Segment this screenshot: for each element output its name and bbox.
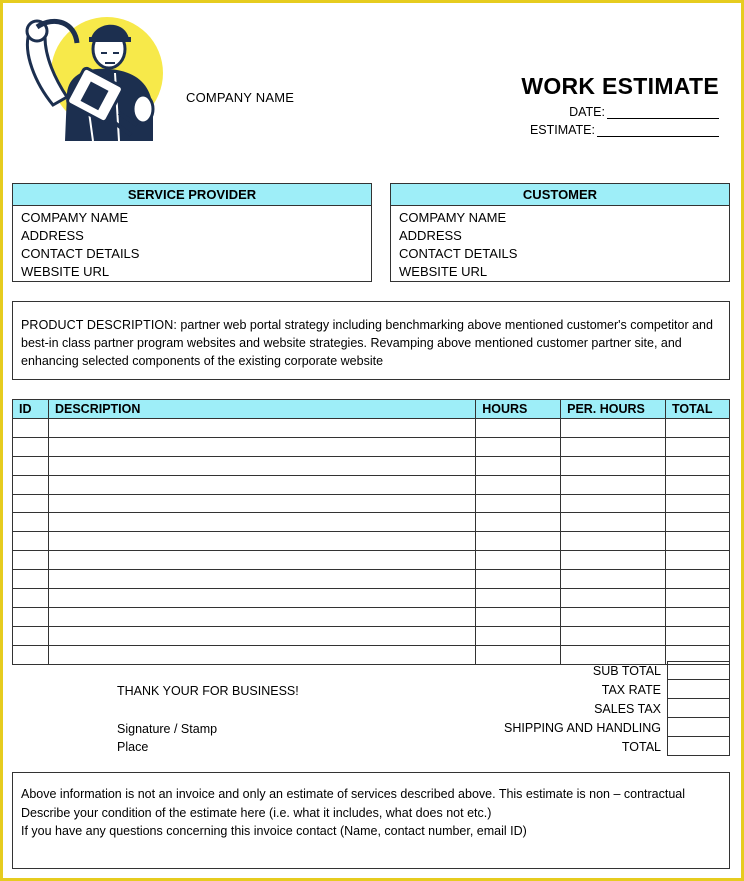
hours-cell[interactable] [476,626,561,645]
table-row [13,494,730,513]
id-cell[interactable] [13,570,49,589]
description-cell[interactable] [48,513,475,532]
table-header-row [13,400,730,419]
id-cell[interactable] [13,437,49,456]
description-cell[interactable] [48,551,475,570]
table-row [13,551,730,570]
total-cell[interactable] [665,419,729,438]
per-hours-cell[interactable] [561,475,666,494]
per-hours-cell[interactable] [561,532,666,551]
per-hours-cell[interactable] [561,456,666,475]
table-row [13,626,730,645]
document-title: WORK ESTIMATE [521,73,719,99]
id-cell[interactable] [13,589,49,608]
provider-website-url: WEBSITE URL [21,264,110,279]
table-row [13,532,730,551]
tax-rate-label: TAX RATE [601,682,661,697]
description-cell[interactable] [48,626,475,645]
sales-tax-label: SALES TAX [594,701,661,716]
customer-company-name: COMPAMY NAME [399,210,507,225]
col-total-header: TOTAL [665,400,729,419]
per-hours-cell[interactable] [561,513,666,532]
col-hours-header: HOURS [476,400,561,419]
provider-address: ADDRESS [21,228,84,243]
hours-cell[interactable] [476,437,561,456]
description-cell[interactable] [48,494,475,513]
hours-cell[interactable] [476,494,561,513]
table-row [13,589,730,608]
id-cell[interactable] [13,456,49,475]
col-description-header: DESCRIPTION [48,400,475,419]
description-cell[interactable] [48,437,475,456]
estimate-line[interactable] [597,125,719,137]
provider-contact-details: CONTACT DETAILS [21,246,140,261]
per-hours-cell[interactable] [561,437,666,456]
id-cell[interactable] [13,551,49,570]
total-cell[interactable] [665,626,729,645]
total-cell[interactable] [665,456,729,475]
description-cell[interactable] [48,607,475,626]
id-cell[interactable] [13,645,49,664]
per-hours-cell[interactable] [561,570,666,589]
total-cell[interactable] [665,475,729,494]
total-cell[interactable] [665,607,729,626]
table-row [13,570,730,589]
service-provider-box [12,183,372,282]
table-row [13,607,730,626]
description-cell[interactable] [48,589,475,608]
note-line: Describe your condition of the estimate here (i.e. what it includes, what does not etc.) [21,805,492,820]
customer-contact-details: CONTACT DETAILS [399,246,518,261]
hours-cell[interactable] [476,607,561,626]
id-cell[interactable] [13,532,49,551]
col-id-header: ID [13,400,49,419]
hours-cell[interactable] [476,419,561,438]
place-label: Place [117,740,149,754]
hours-cell[interactable] [476,456,561,475]
signature-label: Signature / Stamp [117,722,218,736]
subtotal-value-cell[interactable] [667,661,730,680]
total-label: TOTAL [621,739,661,754]
table-row [13,475,730,494]
subtotal-row [593,661,730,680]
estimate-field[interactable] [530,123,719,137]
product-description-text: partner web portal strategy including benchmarking above mentioned customer's competitor and best-in class partner program websites and website strategies. Revamping above mentioned customer partner site, and enhancing selected components of the existing corporate website [21,318,713,368]
provider-company-name: COMPAMY NAME [21,210,129,225]
col-per-hours-header: PER. HOURS [561,400,666,419]
id-cell[interactable] [13,513,49,532]
tax-rate-value-cell[interactable] [667,680,730,699]
customer-box [390,183,730,282]
table-row [13,456,730,475]
total-cell[interactable] [665,513,729,532]
hours-cell[interactable] [476,513,561,532]
shipping-label: SHIPPING AND HANDLING [504,720,661,735]
id-cell[interactable] [13,419,49,438]
shipping-value-cell[interactable] [667,718,730,737]
customer-website-url: WEBSITE URL [399,264,488,279]
hours-cell[interactable] [476,645,561,664]
description-cell[interactable] [48,645,475,664]
per-hours-cell[interactable] [561,419,666,438]
per-hours-cell[interactable] [561,494,666,513]
customer-heading: CUSTOMER [391,184,729,206]
description-cell[interactable] [48,419,475,438]
date-line[interactable] [607,107,719,119]
shipping-row [504,718,730,737]
id-cell[interactable] [13,475,49,494]
table-row [13,419,730,438]
id-cell[interactable] [13,607,49,626]
line-items-table [12,399,730,665]
subtotal-label: SUB TOTAL [592,663,661,678]
hours-cell[interactable] [476,475,561,494]
description-cell[interactable] [48,532,475,551]
customer-address: ADDRESS [399,228,462,243]
description-cell[interactable] [48,570,475,589]
header-company-name: COMPANY NAME [186,90,295,105]
product-description-box [12,301,730,380]
total-cell[interactable] [665,494,729,513]
note-line: Above information is not an invoice and only an estimate of services described above. This estimate is non – contractual [21,787,686,801]
hours-cell[interactable] [476,532,561,551]
id-cell[interactable] [13,626,49,645]
notes-box [12,772,730,869]
per-hours-cell[interactable] [561,551,666,570]
description-cell[interactable] [48,456,475,475]
hours-cell[interactable] [476,570,561,589]
total-value-cell[interactable] [667,737,730,756]
date-field[interactable] [569,105,719,119]
table-row [13,513,730,532]
per-hours-cell[interactable] [561,626,666,645]
total-cell[interactable] [665,589,729,608]
note-line: If you have any questions concerning this invoice contact (Name, contact number, email ID) [21,824,527,838]
per-hours-cell[interactable] [561,589,666,608]
per-hours-cell[interactable] [561,607,666,626]
total-cell[interactable] [665,570,729,589]
sales-tax-row [594,699,730,718]
total-cell[interactable] [665,532,729,551]
id-cell[interactable] [13,494,49,513]
thanks-message: THANK YOUR FOR BUSINESS! [117,684,299,698]
estimate-label: ESTIMATE: [529,123,595,137]
total-row [622,737,730,756]
hours-cell[interactable] [476,589,561,608]
tax-rate-row [602,680,730,699]
worker-logo-icon [15,13,165,148]
signature-block [117,720,217,756]
date-label: DATE: [569,105,605,119]
total-cell[interactable] [665,437,729,456]
hours-cell[interactable] [476,551,561,570]
total-cell[interactable] [665,551,729,570]
service-provider-heading: SERVICE PROVIDER [13,184,371,206]
description-cell[interactable] [48,475,475,494]
table-row [13,437,730,456]
product-description-label: PRODUCT DESCRIPTION: [21,318,177,332]
sales-tax-value-cell[interactable] [667,699,730,718]
